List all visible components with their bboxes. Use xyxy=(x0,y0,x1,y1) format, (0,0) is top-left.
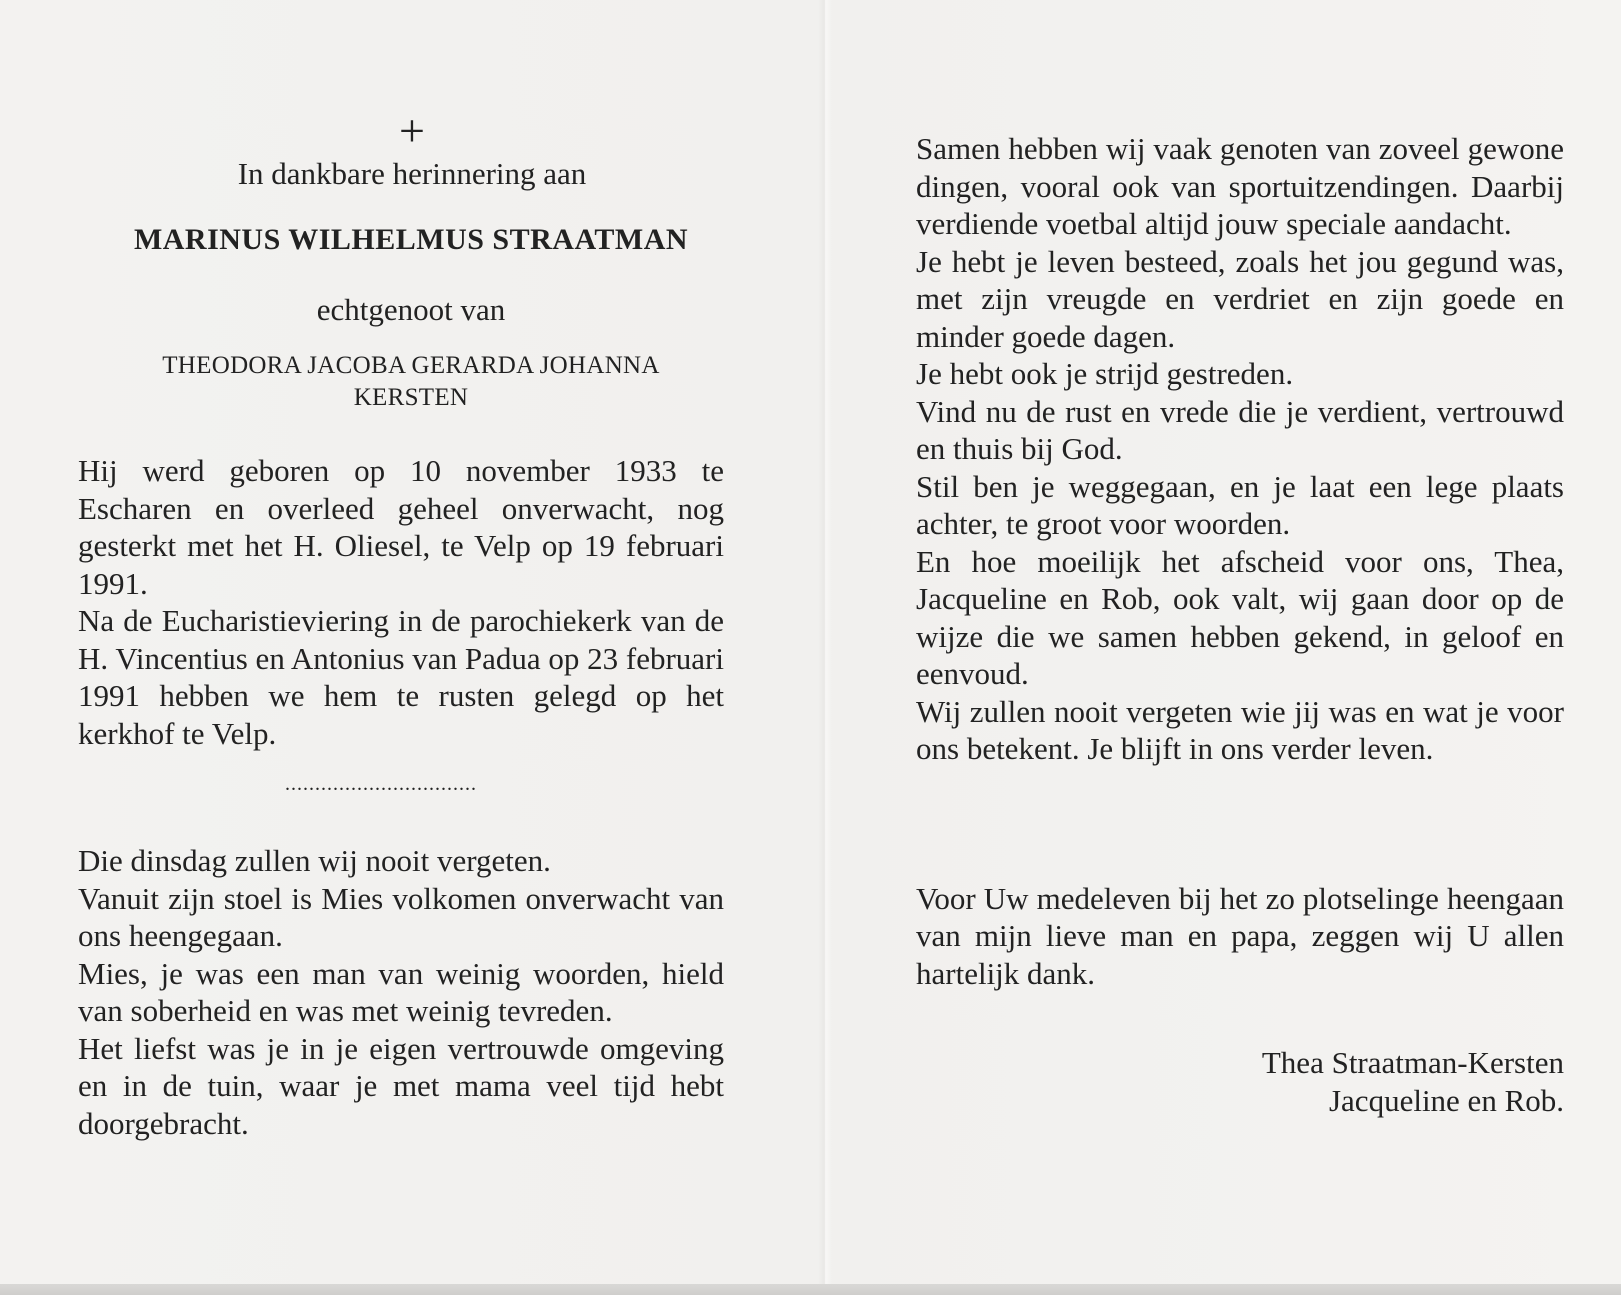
remembrance-paragraph: Je hebt ook je strijd gestreden. xyxy=(916,356,1294,391)
memory-paragraph: Mies, je was een man van weinig woorden, hield van soberheid en was met weinig tevreden. xyxy=(78,955,724,1028)
card-bottom-edge xyxy=(0,1284,1621,1295)
remembrance-text xyxy=(916,130,1564,768)
signature-line-1: Thea Straatman-Kersten xyxy=(1261,1045,1564,1080)
memory-text xyxy=(78,842,724,1142)
dotted-separator: ................................ xyxy=(285,773,477,795)
spouse-name-line-2: KERSTEN xyxy=(353,384,469,411)
cross-symbol: + xyxy=(399,105,425,156)
intro-line: In dankbare herinnering aan xyxy=(237,156,587,191)
memory-paragraph: Het liefst was je in je eigen vertrouwde omgeving en in de tuin, waar je met mama veel tijd hebt doorgebracht. xyxy=(78,1030,724,1141)
spouse-name-line-1: THEODORA JACOBA GERARDA JOHANNA xyxy=(162,352,660,379)
bio-paragraph: Na de Eucharistieviering in de parochiekerk van de H. Vincentius en Antonius van Padua op 23 februari 1991 hebben we hem te rusten gelegd op het kerkhof te Velp. xyxy=(78,603,724,751)
remembrance-paragraph: Stil ben je weggegaan, en je laat een lege plaats achter, te groot voor woorden. xyxy=(916,468,1564,541)
spouse-name xyxy=(98,350,724,414)
card-fold xyxy=(818,0,832,1284)
remembrance-paragraph: Je hebt je leven besteed, zoals het jou gegund was, met zijn vreugde en verdriet en zijn goede en minder goede dagen. xyxy=(916,243,1564,354)
remembrance-paragraph: En hoe moeilijk het afscheid voor ons, Thea, Jacqueline en Rob, ook valt, wij gaan door op de wijze die we samen hebben gekend, in geloof en eenvoud. xyxy=(916,543,1564,691)
deceased-name: MARINUS WILHELMUS STRAATMAN xyxy=(133,223,689,256)
remembrance-paragraph: Wij zullen nooit vergeten wie jij was en wat je voor ons betekent. Je blijft in ons verder leven. xyxy=(916,693,1564,766)
remembrance-paragraph: Vind nu de rust en vrede die je verdient, vertrouwd en thuis bij God. xyxy=(916,393,1564,466)
spouse-label: echtgenoot van xyxy=(316,292,506,327)
signature xyxy=(916,1044,1564,1119)
memory-paragraph: Vanuit zijn stoel is Mies volkomen onverwacht van ons heengegaan. xyxy=(78,880,724,953)
right-page xyxy=(916,130,1564,1119)
thanks-paragraph: Voor Uw medeleven bij het zo plotselinge heengaan van mijn lieve man en papa, zeggen wij U allen hartelijk dank. xyxy=(916,880,1564,991)
biography xyxy=(78,452,724,752)
left-page xyxy=(78,105,724,1142)
memory-paragraph: Die dinsdag zullen wij nooit vergeten. xyxy=(78,843,551,878)
bio-paragraph: Hij werd geboren op 10 november 1933 te Escharen en overleed geheel onverwacht, nog gesterkt met het H. Oliesel, te Velp op 19 februari 1991. xyxy=(78,453,724,601)
signature-line-2: Jacqueline en Rob. xyxy=(1328,1082,1564,1118)
remembrance-paragraph: Samen hebben wij vaak genoten van zoveel gewone dingen, vooral ook van sportuitzendingen. Daarbij verdiende voetbal altijd jouw speciale aandacht. xyxy=(916,131,1564,241)
